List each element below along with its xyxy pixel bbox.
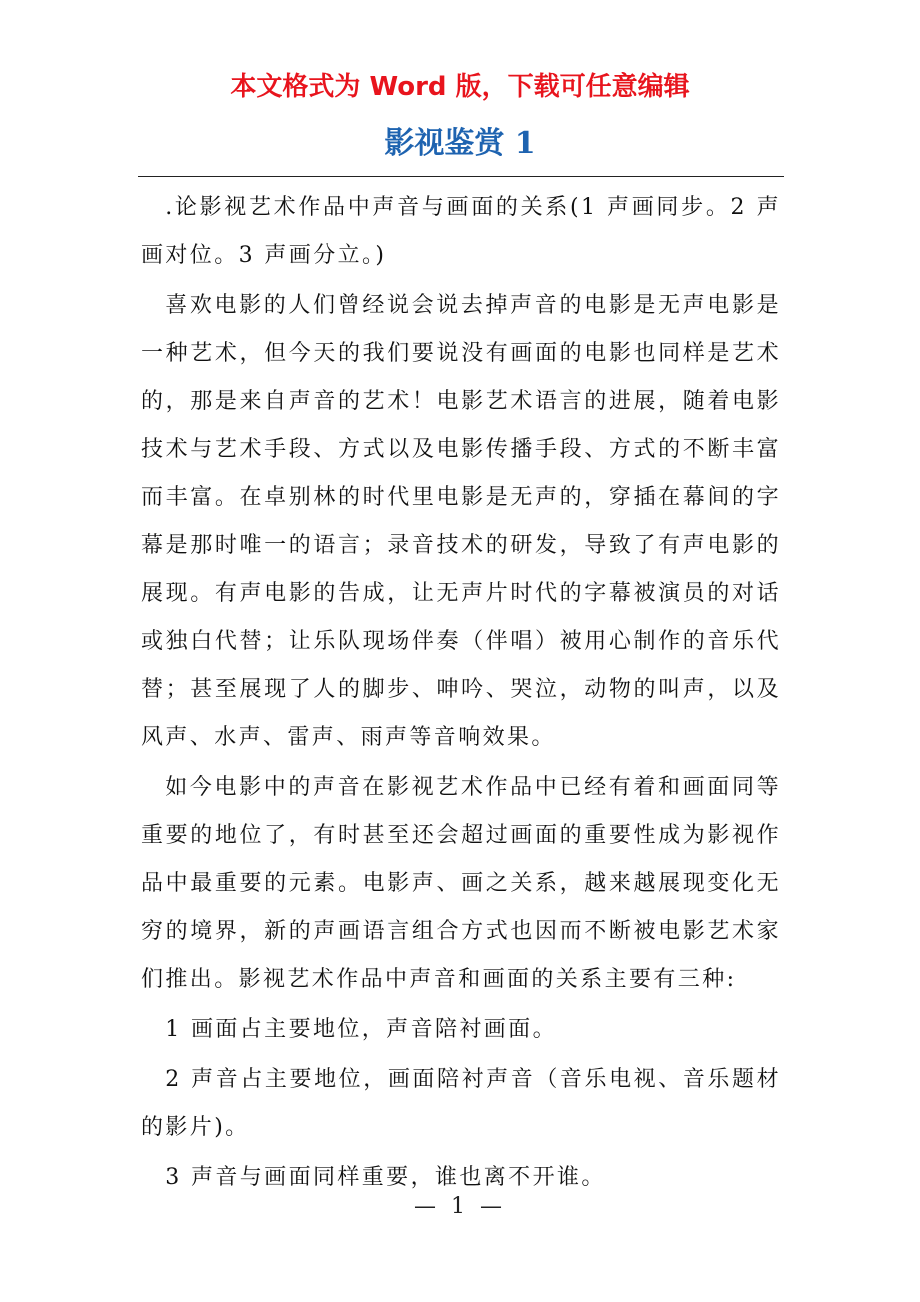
document-body — [141, 184, 781, 1204]
list-item-1: 1 画面占主要地位，声音陪衬画面。 — [165, 1017, 557, 1042]
format-notice: 本文格式为 Word 版，下载可任意编辑 — [230, 72, 690, 102]
list-item-3: 3 声音与画面同样重要，谁也离不开谁。 — [165, 1165, 606, 1190]
list-item-2: 2 声音占主要地位，画面陪衬声音（音乐电视、音乐题材的影片)。 — [141, 1067, 781, 1140]
title-divider — [138, 176, 784, 177]
paragraph-history: 喜欢电影的人们曾经说会说去掉声音的电影是无声电影是一种艺术，但今天的我们要说没有画面的电影也同样是艺术的，那是来自声音的艺术！电影艺术语言的进展，随着电影技术与艺术手段、方式以及电影传播手段、方式的不断丰富而丰富。在卓别林的时代里电影是无声的，穿插在幕间的字幕是那时唯一的语言；录音技术的研发，导致了有声电影的展现。有声电影的告成，让无声片时代的字幕被演员的对话或独白代替；让乐队现场伴奏（伴唱）被用心制作的音乐代替；甚至展现了人的脚步、呻吟、哭泣，动物的叫声，以及风声、水声、雷声、雨声等音响效果。 — [141, 293, 781, 750]
document-title: 影视鉴赏 1 — [384, 126, 536, 161]
paragraph-importance: 如今电影中的声音在影视艺术作品中已经有着和画面同等重要的地位了，有时甚至还会超过画面的重要性成为影视作品中最重要的元素。电影声、画之关系，越来越展现变化无穷的境界，新的声画语言组合方式也因而不断被电影艺术家们推出。影视艺术作品中声音和画面的关系主要有三种: — [141, 775, 781, 992]
paragraph-intro: .论影视艺术作品中声音与画面的关系(1 声画同步。2 声画对位。3 声画分立。) — [141, 195, 781, 268]
page-number: — 1 — — [414, 1194, 506, 1219]
